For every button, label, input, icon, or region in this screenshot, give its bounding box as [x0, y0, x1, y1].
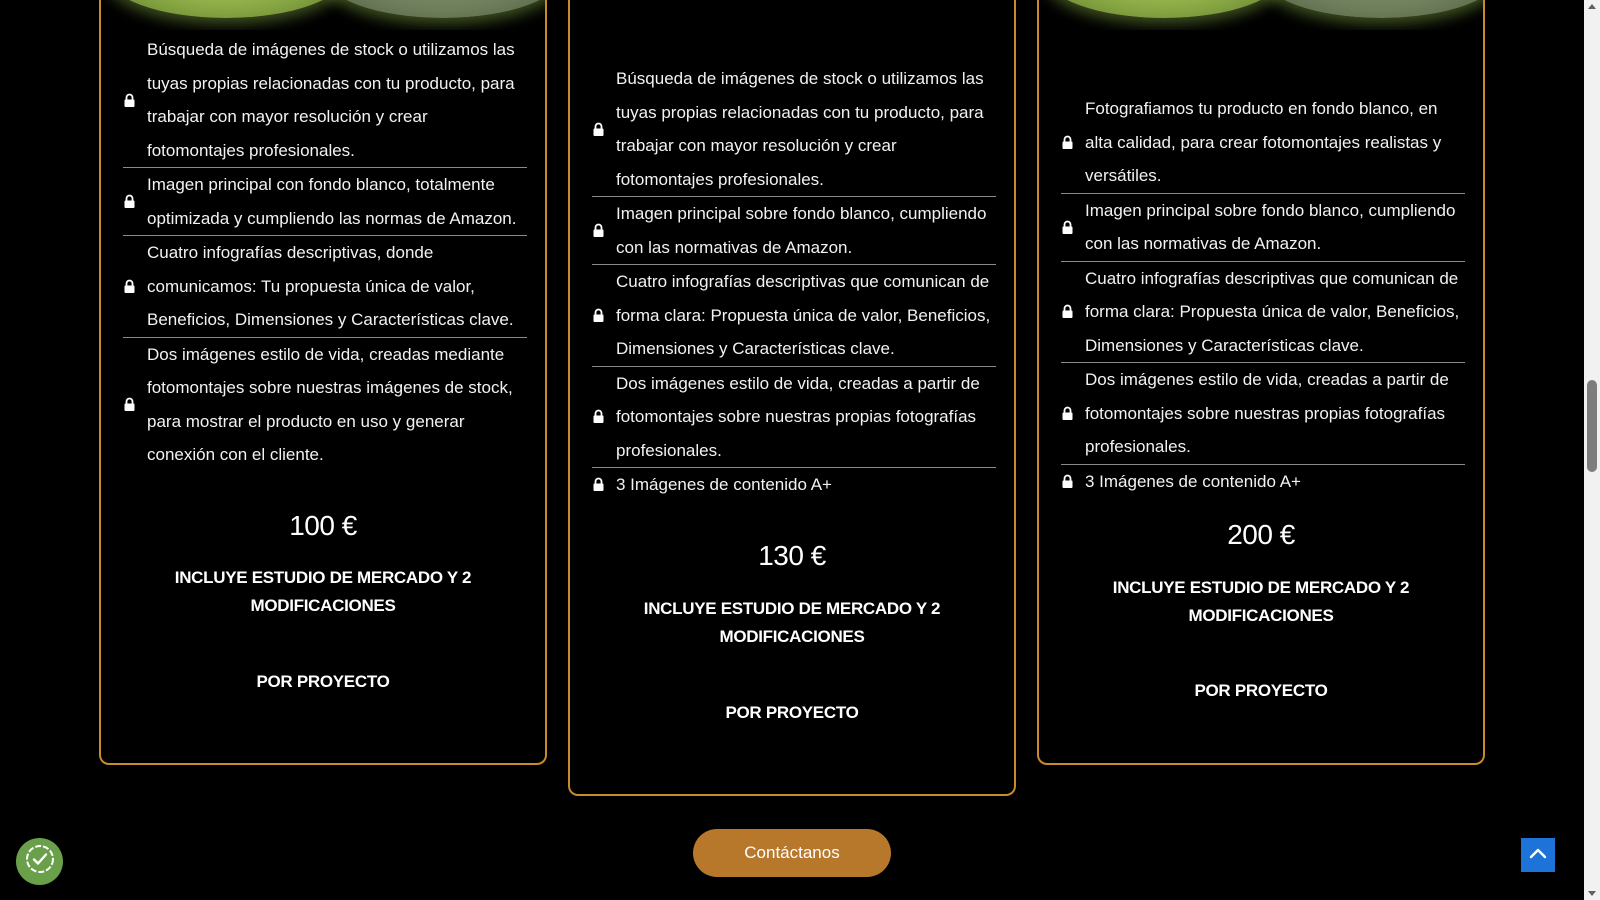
- per-project-label: POR PROYECTO: [1194, 681, 1328, 700]
- includes-text: INCLUYE ESTUDIO DE MERCADO Y 2 MODIFICACIONES: [1112, 578, 1410, 625]
- lock-icon: [1061, 135, 1085, 150]
- feature-text: Cuatro infografías descriptivas que comunican de forma clara: Propuesta única de valor, Beneficios, Dimensiones y Características clave.: [1085, 268, 1460, 355]
- lock-icon: [592, 308, 616, 323]
- contact-button[interactable]: Contáctanos: [693, 829, 891, 877]
- feature-text: Dos imágenes estilo de vida, creadas a partir de fotomontajes sobre nuestras propias fotografías profesionales.: [1085, 370, 1449, 456]
- lock-icon: [123, 93, 147, 108]
- green-blob-decoration: [1044, 0, 1284, 18]
- feature-item: [123, 236, 527, 338]
- lock-icon: [123, 194, 147, 209]
- feature-text: Búsqueda de imágenes de stock o utilizamos las tuyas propias relacionadas con tu producto, para trabajar con mayor resolución y crear fotomontajes profesionales.: [147, 40, 515, 160]
- feature-text: Cuatro infografías descriptivas que comunican de forma clara: Propuesta única de valor, Beneficios, Dimensiones y Características clave.: [616, 272, 991, 358]
- includes-text: INCLUYE ESTUDIO DE MERCADO Y 2 MODIFICACIONES: [643, 599, 941, 646]
- lock-icon: [592, 409, 616, 424]
- lock-icon: [123, 279, 147, 294]
- feature-text: Búsqueda de imágenes de stock o utilizamos las tuyas propias relacionadas con tu producto, para trabajar con mayor resolución y crear fotomontajes profesionales.: [616, 69, 984, 189]
- lock-icon: [1061, 220, 1085, 235]
- grey-blob-decoration: [323, 0, 545, 18]
- lock-icon: [123, 397, 147, 412]
- pricing-card-standard: [568, 0, 1016, 796]
- scroll-down-arrow-icon[interactable]: [1588, 891, 1596, 896]
- lock-icon: [1061, 304, 1085, 319]
- feature-text: Imagen principal sobre fondo blanco, cumpliendo con las normativas de Amazon.: [1085, 200, 1456, 253]
- price: 100 €: [289, 510, 357, 541]
- feature-text: Dos imágenes estilo de vida, creadas a partir de fotomontajes sobre nuestras propias fotografías profesionales.: [616, 373, 980, 460]
- feature-item: [1061, 92, 1465, 194]
- lock-icon: [592, 223, 616, 238]
- feature-item: [592, 468, 996, 502]
- grey-blob-decoration: [1261, 0, 1483, 18]
- pricing-card-premium: [1037, 0, 1485, 765]
- feature-item: [592, 265, 996, 367]
- feature-list: [1061, 92, 1465, 498]
- feature-text: 3 Imágenes de contenido A+: [1085, 471, 1301, 491]
- scroll-to-top-button[interactable]: [1521, 838, 1555, 872]
- card-decoration: [1039, 0, 1483, 30]
- pricing-card-basic: [99, 0, 547, 765]
- scrollbar-thumb[interactable]: [1587, 380, 1597, 472]
- feature-item: [1061, 194, 1465, 262]
- feature-list: [123, 33, 527, 472]
- feature-item: [123, 338, 527, 472]
- feature-text: Imagen principal con fondo blanco, totalmente optimizada y cumpliendo las normas de Amazon.: [147, 175, 517, 228]
- feature-text: Dos imágenes estilo de vida, creadas mediante fotomontajes sobre nuestras imágenes de stock, para mostrar el producto en uso y generar conexión con el cliente.: [147, 344, 513, 464]
- lock-icon: [592, 122, 616, 137]
- cookie-consent-icon: [23, 842, 57, 881]
- scroll-up-arrow-icon[interactable]: [1588, 4, 1596, 9]
- card-decoration: [101, 0, 545, 30]
- lock-icon: [1061, 406, 1085, 421]
- feature-text: Cuatro infografías descriptivas, donde comunicamos: Tu propuesta única de valor, Beneficios, Dimensiones y Características clave.: [147, 243, 514, 329]
- feature-item: [592, 367, 996, 469]
- feature-text: Fotografiamos tu producto en fondo blanco, en alta calidad, para crear fotomontajes realistas y versátiles.: [1085, 99, 1442, 185]
- green-blob-decoration: [106, 0, 346, 18]
- feature-item: [1061, 363, 1465, 465]
- feature-item: [592, 62, 996, 197]
- feature-item: [1061, 262, 1465, 364]
- lock-icon: [592, 477, 616, 492]
- feature-item: [123, 33, 527, 168]
- feature-text: Imagen principal sobre fondo blanco, cumpliendo con las normativas de Amazon.: [616, 204, 987, 257]
- price: 200 €: [1227, 519, 1295, 550]
- price: 130 €: [758, 540, 826, 571]
- lock-icon: [1061, 474, 1085, 489]
- feature-text: 3 Imágenes de contenido A+: [616, 475, 832, 494]
- cookie-consent-button[interactable]: [16, 838, 63, 885]
- feature-item: [592, 197, 996, 265]
- includes-text: INCLUYE ESTUDIO DE MERCADO Y 2 MODIFICACIONES: [174, 568, 472, 615]
- page-scrollbar[interactable]: [1584, 0, 1600, 900]
- feature-list: [592, 62, 996, 502]
- per-project-label: POR PROYECTO: [725, 703, 859, 722]
- feature-item: [123, 168, 527, 236]
- feature-item: [1061, 465, 1465, 499]
- per-project-label: POR PROYECTO: [256, 672, 390, 691]
- chevron-up-icon: [1529, 846, 1547, 864]
